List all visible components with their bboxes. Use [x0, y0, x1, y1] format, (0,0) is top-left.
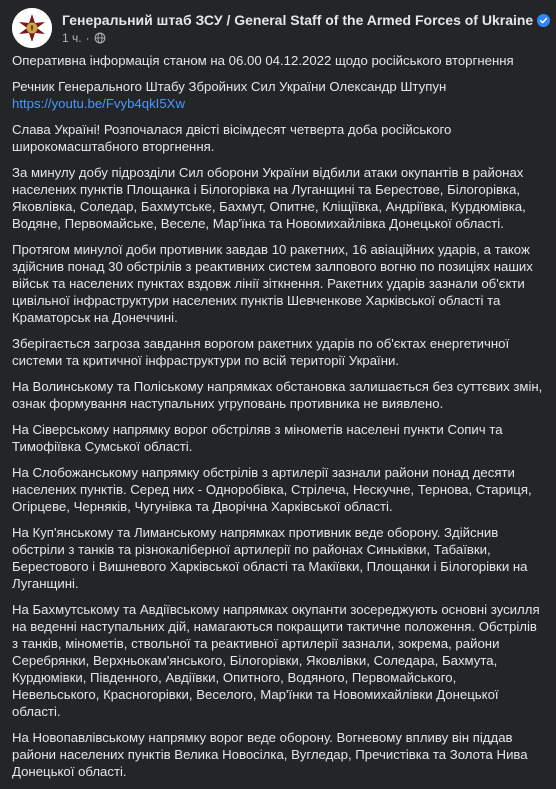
post-paragraph: На Сіверському напрямку ворог обстріляв з мінометів населені пункти Сопич та Тимофіївка Сумської області. — [12, 422, 503, 454]
video-link[interactable]: https://youtu.be/Fvyb4qkI5Xw — [12, 96, 185, 111]
post-meta — [62, 31, 106, 47]
post-paragraph: На Куп'янському та Лиманському напрямках противник веде оборону. Здійснив обстріли з танків та різнокаліберної артилерії по районах Синьківки, Табаївки, Берестового і Вишневого Харківської області та Макіївки, Площанки і Білогорівки на Луганщині. — [12, 525, 528, 591]
post-timestamp[interactable]: 1 ч. — [62, 31, 82, 45]
globe-icon[interactable] — [94, 32, 106, 47]
general-staff-emblem-icon — [12, 8, 52, 48]
post-paragraph: За минулу добу підрозділи Сил оборони України відбили атаки окупантів в районах населених пунктів Площанка і Білогорівка на Луганщині та Берестове, Білогорівка, Яковлівка, Соледар, Бахмутське, Бахмут, Опитне, Кліщіївка, Андріївка, Курдюмівка, Водяне, Первомайське, Веселе, Мар'їнка та Новомихайлівка Донецької області. — [12, 165, 526, 231]
post-paragraph: Слава Україні! Розпочалася двісті вісімдесят четверта доба російського широкомасштабного вторгнення. — [12, 122, 452, 154]
post-paragraph: Зберігається загроза завдання ворогом ракетних ударів по об'єктах енергетичної системи та критичної інфраструктури по всій території України. — [12, 336, 510, 368]
author-name[interactable]: Генеральний штаб ЗСУ / General Staff of the Armed Forces of Ukraine — [62, 12, 534, 28]
meta-separator: · — [85, 31, 90, 45]
post-title: Оперативна інформація станом на 06.00 04.12.2022 щодо російського вторгнення — [12, 53, 514, 68]
post-paragraph: На Волинському та Поліському напрямках обстановка залишається без суттєвих змін, ознак формування наступальних угруповань противника не виявлено. — [12, 379, 543, 411]
post-body — [12, 52, 544, 789]
author-line — [62, 12, 550, 32]
post-paragraph: Протягом минулої доби противник завдав 10 ракетних, 16 авіаційних ударів, а також здійснив понад 30 обстрілів з реактивних систем залпового вогню по позиціях наших військ та населених пунктах вздовж лінії зіткнення. Ракетних ударів зазнали об'єкти цивільної інфраструктури населених пунктів Шевченкове Харківської області та Краматорськ на Донеччині. — [12, 242, 533, 325]
post-paragraph: На Слобожанському напрямку обстрілів з артилерії зазнали райони понад десяти населених пунктів. Серед них - Одноробівка, Стрілеча, Нескучне, Тернова, Стариця, Огірцеве, Черняків, Чугунівка та Дворічна Харківської області. — [12, 465, 532, 514]
post-paragraph: На Бахмутському та Авдіївському напрямках окупанти зосереджують основні зусилля на веденні наступальних дій, намагаються покращити тактичне положення. Обстрілів з танків, мінометів, ствольної та реактивної артилерії зазнали, зокрема, райони Серебрянки, Верхньокам'янського, Білогорівки, Яковлівки, Соледара, Бахмута, Курдюмівки, Південного, Авдіївки, Опитного, Водяного, Первомайського, Невельського, Красногорівки, Веселого, Мар'їнки та Новомихайлівки Донецької області. — [12, 602, 540, 719]
post-header — [12, 8, 544, 48]
post-subtitle: Речник Генерального Штабу Збройних Сил України Олександр Штупун — [12, 79, 447, 94]
page-avatar[interactable] — [12, 8, 52, 48]
verified-badge-icon — [537, 14, 550, 32]
post-paragraph: На Новопавлівському напрямку ворог веде оборону. Вогневому впливу він піддав райони населених пунктів Велика Новосілка, Вугледар, Пречистівка та Золота Нива Донецької області. — [12, 730, 528, 779]
